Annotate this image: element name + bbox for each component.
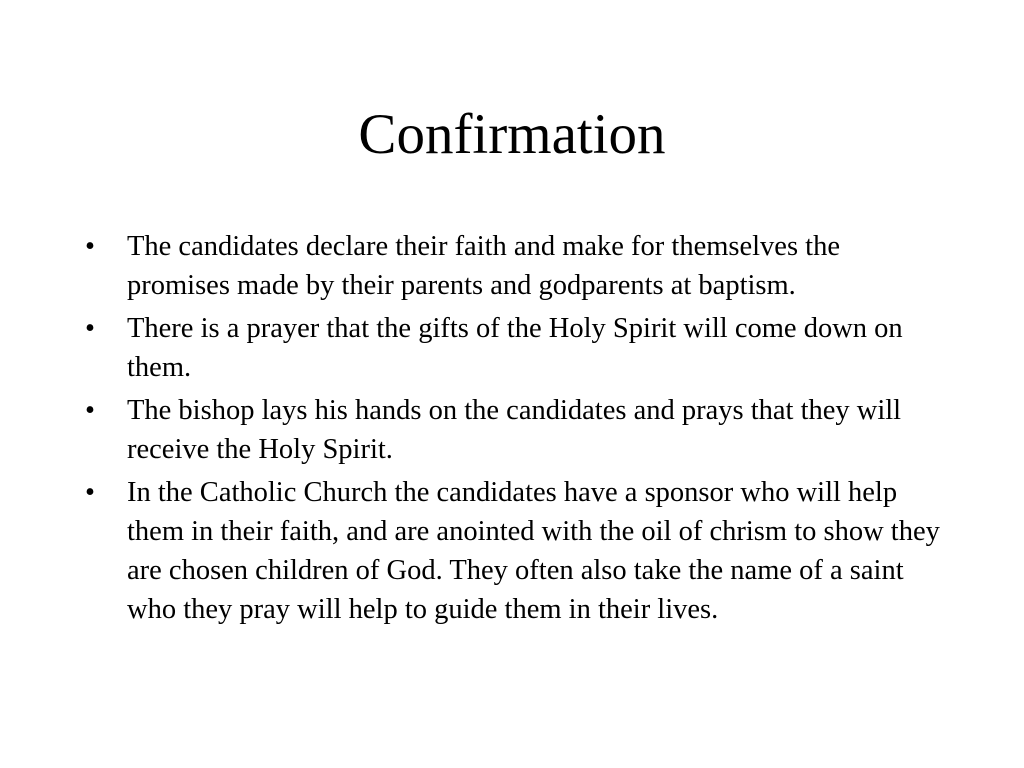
bullet-marker: • (85, 477, 95, 508)
bullet-marker: • (85, 395, 95, 426)
bullet-text: There is a prayer that the gifts of the Holy Spirit will come down on them. (127, 313, 903, 383)
bullet-marker: • (85, 313, 95, 344)
slide-title: Confirmation (358, 103, 666, 166)
bullet-item (83, 473, 943, 629)
bullet-marker: • (85, 231, 95, 262)
bullet-text: The candidates declare their faith and make for themselves the promises made by their parents and godparents at baptism. (127, 231, 840, 301)
bullet-text: In the Catholic Church the candidates have a sponsor who will help them in their faith, and are anointed with the oil of chrism to show they are chosen children of God. They often also take the name of a saint who they pray will help to guide them in their lives. (127, 477, 940, 625)
bullet-text: The bishop lays his hands on the candidates and prays that they will receive the Holy Spirit. (127, 395, 902, 465)
bullet-item (83, 309, 943, 387)
bullet-item (83, 391, 943, 469)
bullet-list (83, 227, 943, 633)
bullet-item (83, 227, 943, 305)
